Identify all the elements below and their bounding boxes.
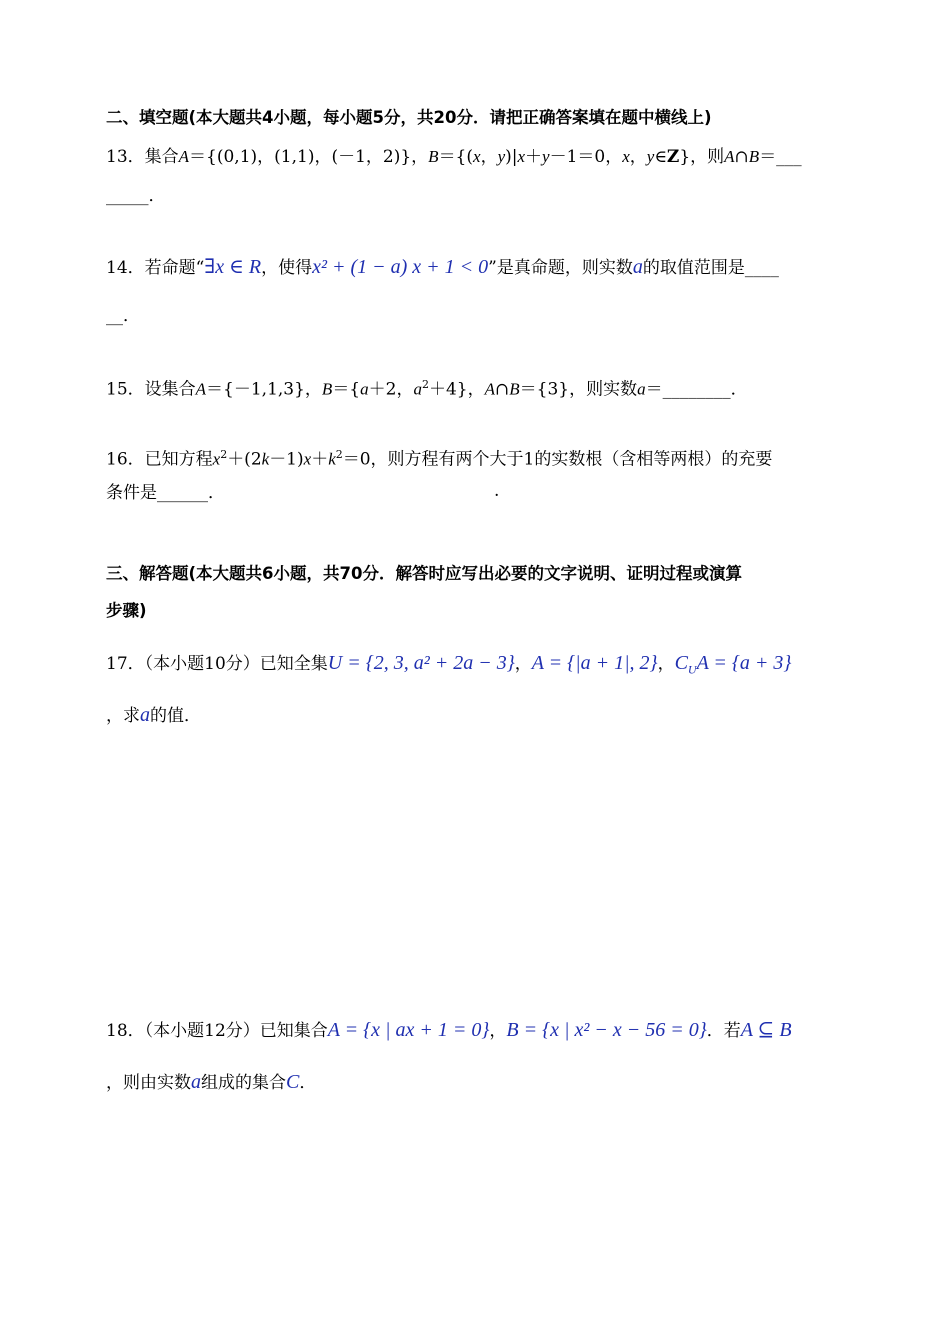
q17-text: 的值． (150, 706, 201, 726)
q17-text: ， (657, 654, 675, 674)
question-17 (106, 651, 791, 681)
q14-text: ，使得 (261, 258, 313, 278)
q18-number: 18． (106, 1021, 145, 1041)
q13-var: x (517, 147, 526, 166)
q14-number: 14． (106, 258, 145, 278)
q14-blank-line2: __． (106, 306, 140, 326)
q18-math-subset: A ⊆ B (740, 1019, 792, 1041)
q15-var: A (195, 379, 207, 399)
q16-var: x (212, 449, 221, 469)
q18-text: 组成的集合 (201, 1073, 286, 1093)
q18-math-set-b: B = {x | x² − x − 56 = 0} (506, 1019, 707, 1041)
q15-number: 15． (106, 379, 145, 400)
q17-math-universal-set: U = {2, 3, a² + 2a − 3} (327, 652, 515, 674)
q15-exponent: 2 (421, 378, 429, 391)
q18-text: ．若 (706, 1021, 741, 1041)
question-14 (106, 255, 779, 280)
q13-text: ＝{( (438, 147, 474, 167)
q15-text: ＋4}， (428, 379, 485, 400)
q17-text: ， (514, 654, 532, 674)
q18-var: a (191, 1071, 201, 1093)
section3-heading-line1: 三、解答题(本大题共6小题，共70分．解答时应写出必要的文字说明、证明过程或演算 (106, 564, 742, 583)
q16-line2: 条件是______． (106, 483, 225, 503)
q16-stray-dot: . (494, 481, 500, 501)
q14-math-inequality: x² + (1 − a) x + 1 < 0 (312, 256, 489, 278)
q17-math-set-a: A = {|a + 1|, 2} (531, 652, 658, 674)
q17-text: （本小题10分）已知全集 (144, 654, 328, 674)
q13-text: ＋ (525, 147, 543, 167)
q16-text: ＝0，则方程有两个大于1的实数根（含相等两根）的充要 (342, 449, 773, 470)
q13-var: Z (666, 147, 680, 167)
section2-heading: 二、填空题(本大题共4小题，每小题5分，共20分．请把正确答案填在题中横线上) (106, 108, 712, 127)
q15-var: B (321, 379, 333, 399)
q15-var: B (509, 379, 520, 399)
q15-text: ＝{－1,1,3}， (206, 379, 322, 400)
q17-math-subscript: U (687, 662, 697, 677)
q16-var: k (328, 449, 336, 469)
q13-text: －1＝0， (549, 147, 623, 167)
q18-text: ，则由实数 (106, 1073, 191, 1093)
q16-text: －1) (269, 449, 304, 470)
q15-var: A (484, 379, 495, 399)
q14-var: a (632, 256, 643, 278)
q15-text: ＝{ (332, 379, 361, 400)
q16-exponent: 2 (335, 448, 343, 461)
q13-var: A (724, 147, 735, 166)
question-13 (106, 145, 802, 169)
q13-text: }，则 (679, 147, 725, 167)
q18-line2 (106, 1070, 316, 1095)
q13-text: ∩ (734, 147, 749, 167)
q17-math-complement-set: A = {a + 3} (696, 652, 792, 674)
q14-text: ”是真命题，则实数 (488, 258, 633, 278)
q17-var: a (140, 704, 150, 726)
q13-text: 集合 (144, 147, 179, 167)
section3-heading-line2: 步骤) (106, 601, 147, 620)
q13-answer-blank: ＝___ (759, 147, 802, 167)
q17-line2 (106, 703, 201, 728)
q15-text: ＝{3}，则实数 (519, 379, 638, 400)
q18-var: C (286, 1071, 300, 1093)
q18-text: ， (489, 1021, 507, 1041)
q15-text: ＋2， (368, 379, 414, 400)
q16-exponent: 2 (220, 448, 228, 461)
q15-answer-blank: ＝________． (645, 379, 748, 400)
q13-var: y (542, 147, 550, 166)
q15-var: a (413, 379, 422, 399)
q15-var: a (637, 379, 646, 399)
q13-var: y (497, 147, 506, 166)
q13-text: ， (480, 147, 498, 167)
q15-text: ∩ (495, 379, 510, 400)
question-15 (106, 373, 748, 402)
q17-text: ，求 (106, 706, 140, 726)
q15-text: 设集合 (144, 379, 196, 400)
q17-number: 17． (106, 654, 145, 674)
q13-var: A (178, 147, 190, 166)
q17-math-complement: C (674, 652, 688, 674)
question-18 (106, 1018, 792, 1043)
q13-text: ＝{(0,1)，(1,1)，(－1，2)}， (189, 147, 429, 167)
q16-text: 已知方程 (144, 449, 213, 470)
q13-number: 13． (106, 147, 145, 167)
q13-var: x (622, 147, 630, 166)
q13-var: y (646, 147, 655, 166)
q16-text: ＋(2 (227, 449, 262, 470)
question-16 (106, 443, 772, 472)
q14-math-exists: ∃x ∈ R (204, 256, 262, 278)
q18-text: ． (299, 1073, 317, 1093)
q13-blank-line2: _____． (106, 186, 166, 206)
q16-var: x (303, 449, 312, 469)
q16-var: k (261, 449, 270, 469)
q16-text: ＋ (311, 449, 329, 470)
q15-var: a (360, 379, 369, 399)
q13-var: x (473, 147, 481, 166)
q13-text: ∈ (654, 147, 667, 167)
q13-var: B (428, 147, 439, 166)
q14-answer-blank: 的取值范围是____ (642, 258, 779, 278)
q14-text: 若命题“ (144, 258, 205, 278)
q13-text: ， (629, 147, 647, 167)
q18-text: （本小题12分）已知集合 (144, 1021, 328, 1041)
q18-math-set-a: A = {x | ax + 1 = 0} (327, 1019, 490, 1041)
q13-var: B (748, 147, 760, 166)
q16-number: 16． (106, 449, 145, 470)
q13-text: )| (505, 147, 518, 167)
